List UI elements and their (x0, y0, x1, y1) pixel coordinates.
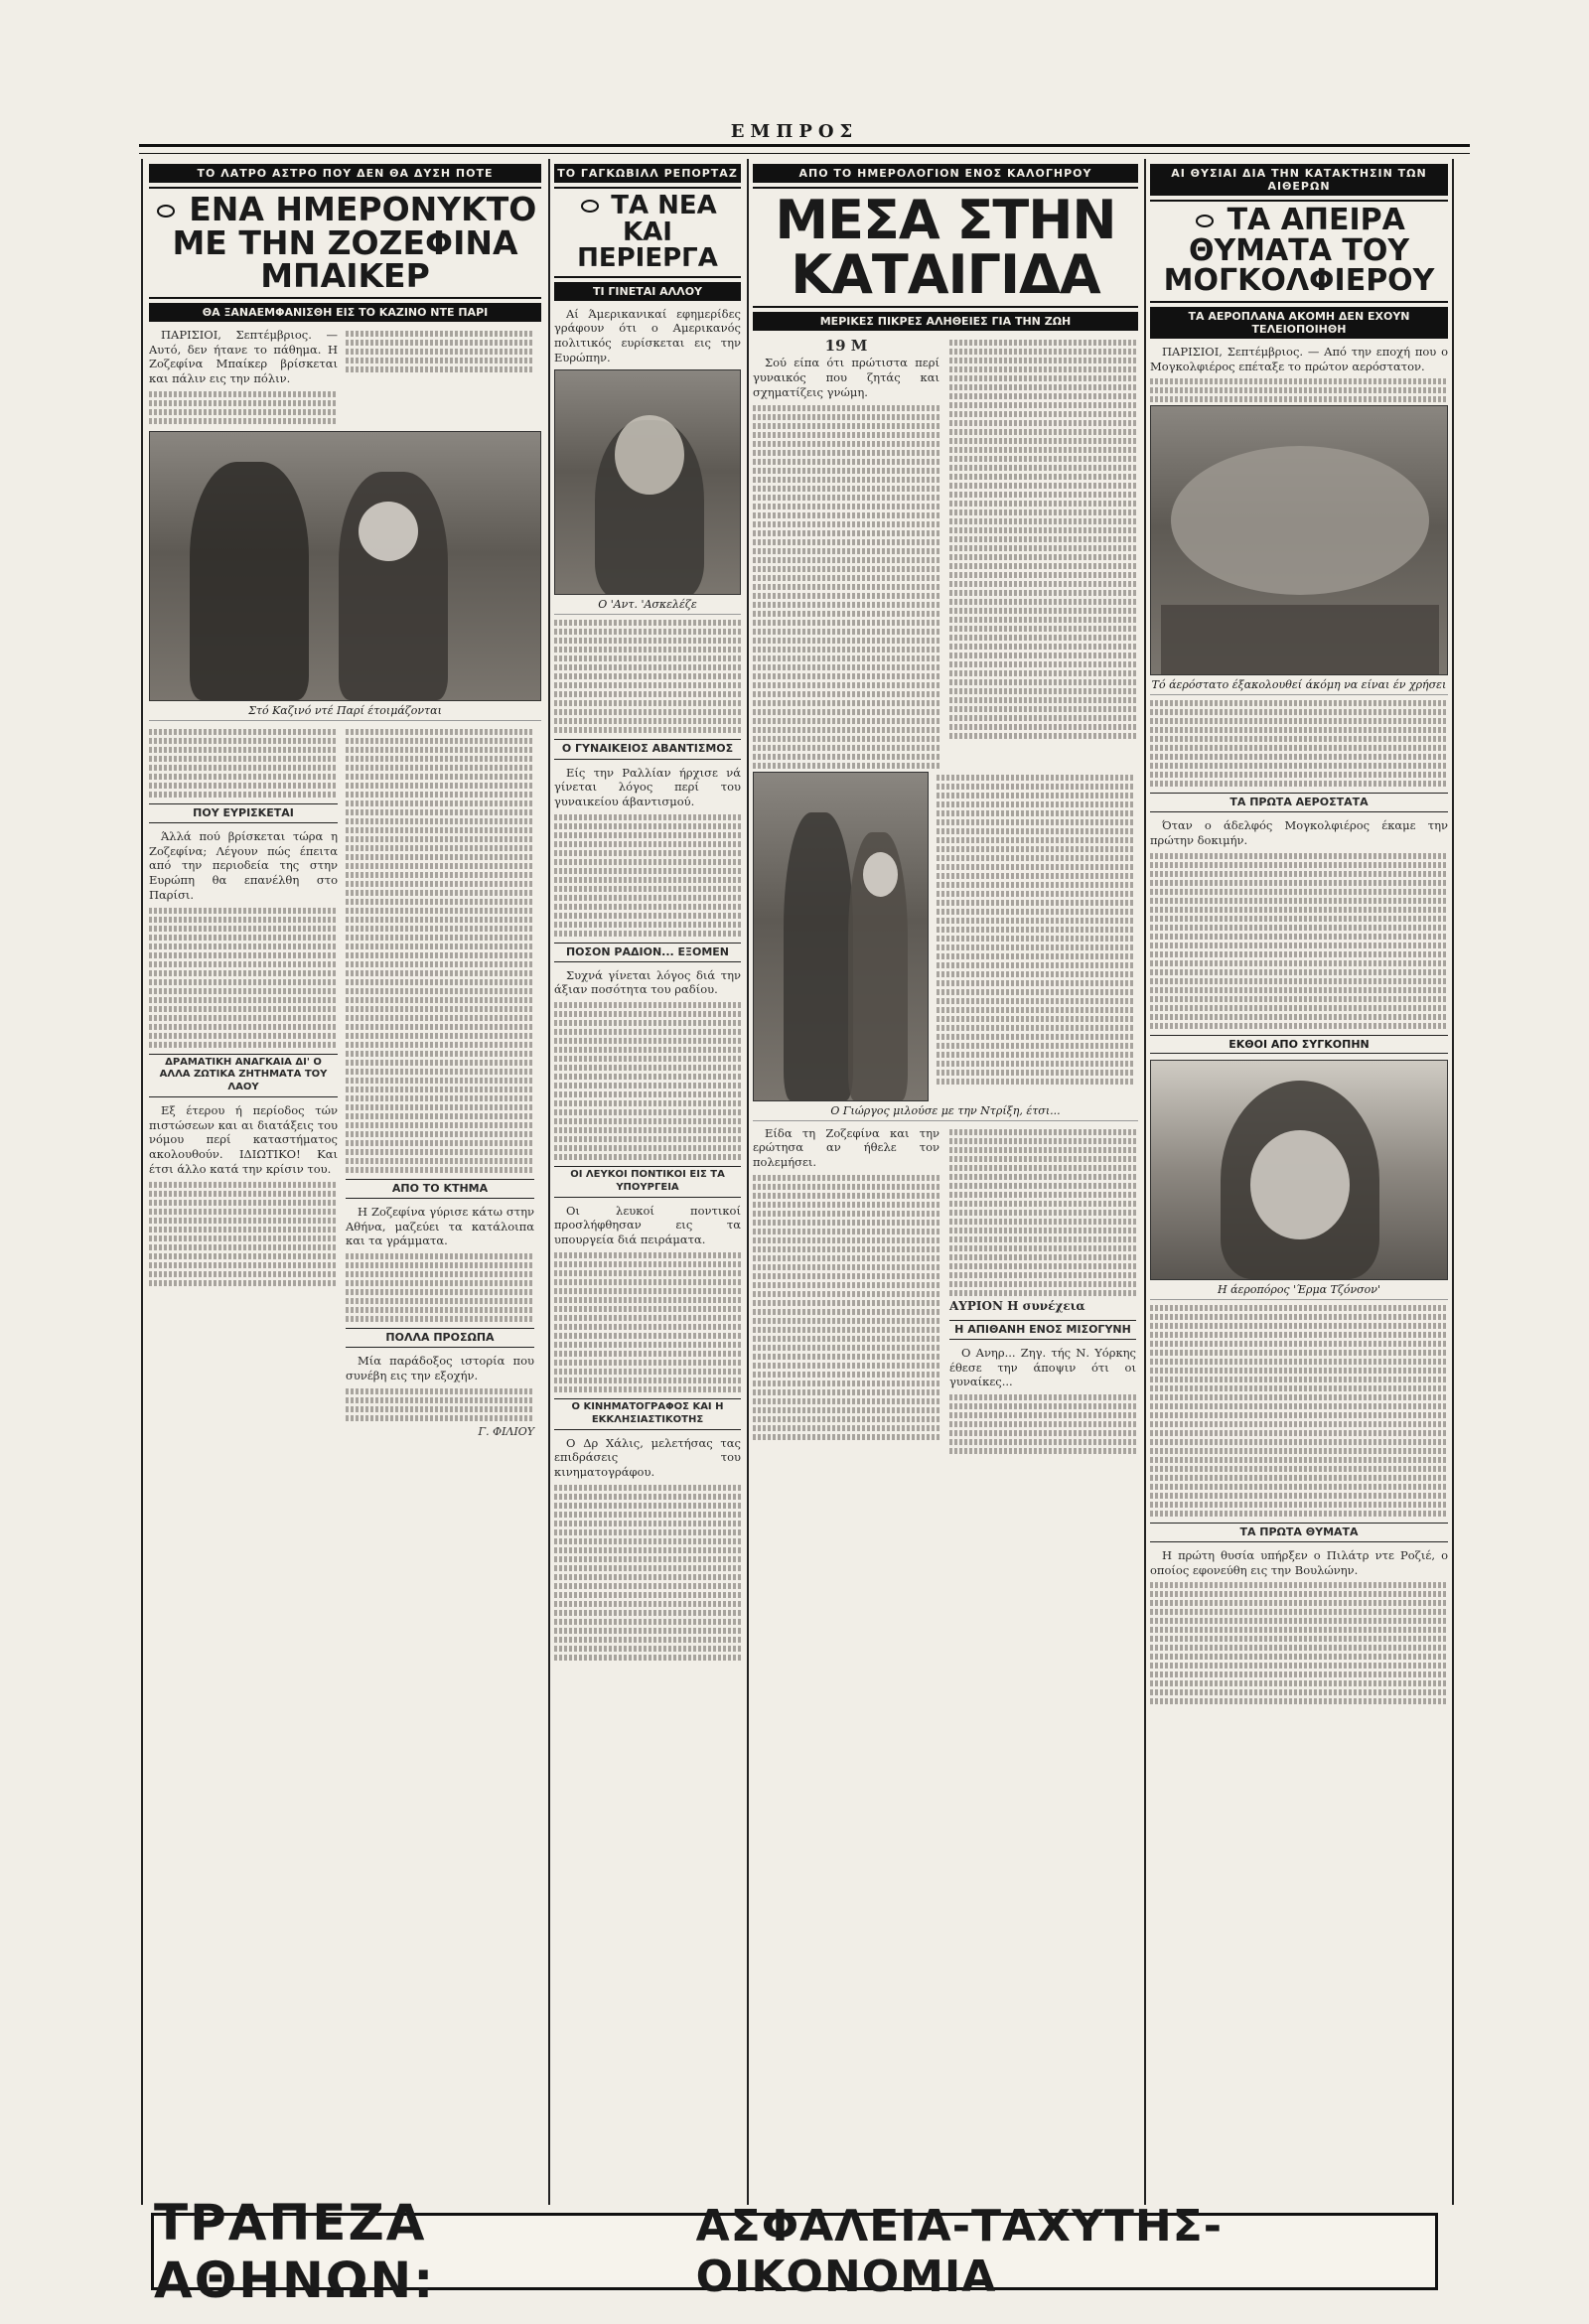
photo-caption: Ο 'Αντ. 'Ασκελέζε (554, 595, 741, 615)
continued-note: ΑΥΡΙΟΝ Η συνέχεια (949, 1298, 1085, 1313)
paragraph: Άλλά πού βρίσκεται τώρα η Ζοζεφίνα; Λέγουν πώς έπειτα από την περιοδεία της στην Ευρώπη θα επανέλθη στο Παρίσι. (149, 828, 338, 902)
advert-banner (151, 2194, 1438, 2309)
paragraph: Σού είπα ότι πρώτιστα περί γυναικός που ζητάς και σχηματίζεις γνώμη. (753, 356, 939, 399)
article-deck: ΤΑ ΑΕΡΟΠΛΑΝΑ ΑΚΟΜΗ ΔΕΝ ΕΧΟΥΝ ΤΕΛΕΙΟΠΟΙΗΘΗ (1150, 307, 1448, 339)
advert-slogan: ΑΣΦΑΛΕΙΑ-ΤΑΧΥΤΗΣ-ΟΙΚΟΝΟΜΙΑ (695, 2201, 1223, 2302)
photo-portrait (554, 369, 741, 595)
subhead: Η ΑΠΙΘΑΝΗ ΕΝΟΣ ΜΙΣΟΓΥΝΗ (949, 1320, 1136, 1340)
article-kicker: ΑΠΟ ΤΟ ΗΜΕΡΟΛΟΓΙΟΝ ΕΝΟΣ ΚΑΛΟΓΗΡΟΥ (753, 164, 1138, 183)
article-body (949, 1126, 1136, 1458)
subhead: ΠΟΛΛΑ ΠΡΟΣΩΠΑ (346, 1328, 534, 1348)
advert-bank-name: ΤΡΑΠΕΖΑ ΑΘΗΝΩΝ: (154, 2194, 436, 2309)
photo-airship (1150, 405, 1448, 675)
paragraph: Η Ζοζεφίνα γύρισε κάτω στην Αθήνα, μαζεύει τα κατάλοιπα και τα γράμματα. (346, 1204, 534, 1248)
paragraph: Αί Άμερικανικαί εφημερίδες γράφουν ότι ο Αμερικανός πολιτικός ευρίσκεται εις την Ευρώπην. (554, 306, 741, 364)
article-body (949, 337, 1136, 742)
photo-baker (149, 431, 541, 701)
article-body (346, 328, 534, 375)
article-kicker: ΤΟ ΛΑΤΡΟ ΑΣΤΡΟ ΠΟΥ ΔΕΝ ΘΑ ΔΥΣΗ ΠΟΤΕ (149, 164, 541, 183)
subhead: ΠΟΥ ΕΥΡΙΣΚΕΤΑΙ (149, 803, 338, 823)
paragraph: ΠΑΡΙΣΙΟΙ, Σεπτέμβριος. — Από την εποχή που ο Μογκολφιέρος επέταξε το πρώτον αερόστατον. (1150, 344, 1448, 373)
article-balloon (1150, 164, 1448, 2205)
article-body (1150, 700, 1448, 1029)
column-divider (747, 159, 749, 2205)
article-body (149, 328, 338, 427)
article-headline: ΜΕΣΑ ΣΤΗΝ ΚΑΤΑΙΓΙΔΑ (753, 187, 1138, 308)
column-divider (548, 159, 550, 2205)
headline-text: ΤΑ ΑΠΕΙΡΑ ΘΥΜΑΤΑ ΤΟΥ ΜΟΓΚΟΛΦΙΕΡΟΥ (1163, 203, 1435, 299)
article-body (554, 620, 741, 1660)
article-news (554, 164, 741, 2205)
headline-text: ΕΝΑ ΗΜΕΡΟΝΥΚΤΟ ΜΕ ΤΗΝ ΖΟΖΕΦΙΝΑ ΜΠΑΙΚΕΡ (172, 190, 537, 296)
subhead: Ο ΚΙΝΗΜΑΤΟΓΡΑΦΟΣ ΚΑΙ Η ΕΚΚΛΗΣΙΑΣΤΙΚΟΤΗΣ (554, 1398, 741, 1430)
article-body (1150, 1305, 1448, 1705)
masthead-rule (139, 144, 1470, 154)
photo-aviatrix (1150, 1060, 1448, 1280)
paragraph: Είδα τη Ζοζεφίνα και την ερώτησα αν ήθελε τον πολεμήσει. (753, 1125, 939, 1169)
headline-text: ΤΑ ΝΕΑ ΚΑΙ ΠΕΡΙΕΡΓΑ (577, 191, 718, 274)
photo-caption: Ο Γιώργος μιλούσε με την Ντρίξη, έτσι... (753, 1101, 1138, 1121)
column-divider (1452, 159, 1454, 2205)
article-headline (149, 187, 541, 299)
byline: Γ. ΦΙΛΙΟΥ (478, 1424, 534, 1438)
ornament-icon (581, 200, 599, 213)
paragraph: Ο Δρ Χάλις, μελετήσας τας επιδράσεις του κινηματογράφου. (554, 1435, 741, 1479)
masthead: ΕΜΠΡΟΣ (730, 121, 859, 142)
subhead: ΕΚΘΟΙ ΑΠΟ ΣΥΓΚΟΠΗΝ (1150, 1035, 1448, 1054)
article-body (753, 337, 939, 771)
paragraph: Συχνά γίνεται λόγος διά την άξιαν ποσότητα του ραδίου. (554, 967, 741, 997)
paragraph: Η πρώτη θυσία υπήρξεν ο Πιλάτρ ντε Ροζιέ, ο οποίος εφονεύθη εις την Βουλώνην. (1150, 1547, 1448, 1577)
paragraph: Ο Ανηρ... Ζηγ. τής Ν. Υόρκης έθεσε την άποψιν ότι οι γυναίκες... (949, 1345, 1136, 1389)
article-kicker: ΤΟ ΓΑΓΚΩΒΙΛΛ ΡΕΠΟΡΤΑΖ (554, 164, 741, 183)
article-headline (554, 187, 741, 278)
photo-caption: Η άεροπόρος 'Έρμα Τζόνσον' (1150, 1280, 1448, 1300)
photo-couple (753, 772, 929, 1101)
article-deck: ΘΑ ΞΑΝΑΕΜΦΑΝΙΣΘΗ ΕΙΣ ΤΟ ΚΑΖΙΝΟ ΝΤΕ ΠΑΡΙ (149, 303, 541, 322)
subhead: ΤΑ ΠΡΩΤΑ ΑΕΡΟΣΤΑΤΑ (1150, 793, 1448, 812)
article-storm (753, 164, 1138, 2205)
article-body (753, 1126, 939, 1443)
paragraph: Είς την Ραλλίαν ήρχισε νά γίνεται λόγος περί του γυναικείου άβαντισμού. (554, 765, 741, 808)
paragraph: Όταν ο άδελφός Μογκολφιέρος έκαμε την πρώτην δοκιμήν. (1150, 818, 1448, 848)
article-body (554, 307, 741, 365)
date-line: 19 Μ (824, 337, 868, 356)
article-deck: ΤΙ ΓΙΝΕΤΑΙ ΑΛΛΟΥ (554, 282, 741, 301)
subhead: ΤΑ ΠΡΩΤΑ ΘΥΜΑΤΑ (1150, 1523, 1448, 1542)
paragraph: Μία παράδοξος ιστορία που συνέβη εις την εξοχήν. (346, 1354, 534, 1382)
article-body (346, 726, 534, 1439)
article-body (149, 726, 338, 1289)
paragraph: Εξ έτερου ή περίοδος τών πιστώσεων και αι διατάξεις του νόμου περί καταστήματος ακολουθούν. ΙΔΙΩΤΙΚΟ! Και έτσι άλλο κατά την κρίσιν του. (149, 1102, 338, 1176)
article-kicker: ΑΙ ΘΥΣΙΑΙ ΔΙΑ ΤΗΝ ΚΑΤΑΚΤΗΣΙΝ ΤΩΝ ΑΙΘΕΡΩΝ (1150, 164, 1448, 196)
column-divider (1144, 159, 1146, 2205)
photo-caption: Τό άερόστατο έξακολουθεί άκόμη να είναι έν χρήσει (1150, 675, 1448, 695)
subhead: ΟΙ ΛΕΥΚΟΙ ΠΟΝΤΙΚΟΙ ΕΙΣ ΤΑ ΥΠΟΥΡΓΕΙΑ (554, 1166, 741, 1198)
paragraph: Οι λευκοί ποντικοί προσλήφθησαν εις τα υπουργεία διά πειράματα. (554, 1203, 741, 1247)
subhead: ΠΟΣΟΝ ΡΑΔΙΟΝ... ΕΞΟΜΕΝ (554, 943, 741, 962)
subhead: ΔΡΑΜΑΤΙΚΗ ΑΝΑΓΚΑΙΑ ΔΙ' Ο ΑΛΛΑ ΖΩΤΙΚΑ ΖΗΤΗΜΑΤΑ ΤΟΥ ΛΑΟΥ (149, 1054, 338, 1097)
paragraph: ΠΑΡΙΣΙΟΙ, Σεπτέμβριος. — Αυτό, δεν ήτανε το πάθημα. Η Ζοζεφίνα Μπαίκερ βρίσκεται και πάλιν εις την πόλιν. (149, 327, 338, 386)
subhead: Ο ΓΥΝΑΙΚΕΙΟΣ ΑΒΑΝΤΙΣΜΟΣ (554, 739, 741, 759)
ornament-icon (1196, 215, 1214, 227)
column-divider (141, 159, 143, 2205)
photo-caption: Στό Καζινό ντέ Παρί έτοιμάζονται (149, 701, 541, 721)
article-headline (1150, 200, 1448, 303)
article-baker (149, 164, 541, 2205)
article-body (1150, 345, 1448, 402)
subhead: ΑΠΟ ΤΟ ΚΤΗΜΑ (346, 1179, 534, 1199)
article-deck: ΜΕΡΙΚΕΣ ΠΙΚΡΕΣ ΑΛΗΘΕΙΕΣ ΓΙΑ ΤΗΝ ΖΩΗ (753, 312, 1138, 331)
article-body (937, 772, 1135, 1088)
ornament-icon (157, 205, 175, 218)
